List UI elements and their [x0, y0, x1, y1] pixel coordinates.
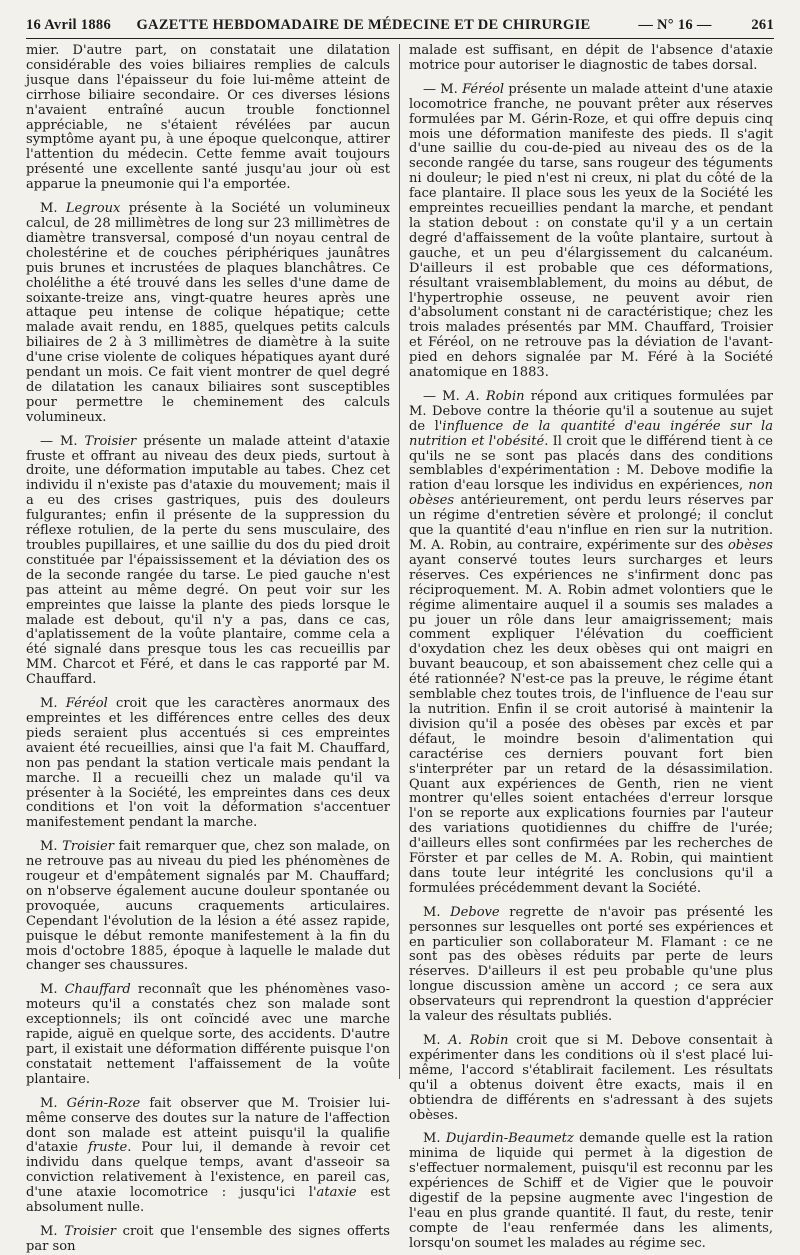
text-run: ayant conservé toutes leurs surcharges et leurs réserves. Ces expériences ne s'infirment donc pas réciproquement. M. A. Robin admet volontiers que le régime alimentaire auquel il a soumis ses malades a pu jouer un rôle dans leur amaigrissement; mais comment expliquer l'élévation du coefficient d'oxydation chez les deux obèses qui ont maigri en buvant beaucoup, et son abaissement chez celle qui a été rationnée? N'est-ce pas la preuve, le régime étant semblable chez toutes trois, de l'influence de l'eau sur la nutrition. Enfin il se croit autorisé à maintenir la division qu'il a posée des obèses par excès et par défaut, le moindre besoin d'alimentation qui caractérise ces derniers pouvant fort bien s'interpréter par un retard de la désassimilation. Quant aux expériences de Genth, rien ne vient montrer qu'elles soient entachées d'erreur lorsque l'on se reporte aux explications fournies par l'auteur des variations quotidiennes du chiffre de l'urée; d'ailleurs elles sont confirmées par les recherches de Förster et par celles de M. A. Robin, qui maintient dans toute leur intégrité les conclusions qu'il a formulées précédemment devant la Société.: [409, 552, 773, 896]
paragraph: [26, 44, 390, 193]
italic-text: Debove: [450, 904, 500, 920]
italic-text: A. Robin: [466, 388, 525, 404]
running-header: [26, 12, 774, 39]
text-run: croit que si M. Debove consentait à expérimenter dans les conditions où il s'est placé lui-même, l'accord s'établirait facilement. Les résultats qu'il a obtenus doivent être exacts, mais il en obtiendra de différents en s'adressant à des sujets obèses.: [409, 1033, 773, 1123]
text-run: présente à la Société un volumineux calcul, de 28 millimètres de long sur 23 millimètres de diamètre transversal, composé d'un noyau central de cholestérine et de couches périphériques jaunâtres puis brunes et incrustées de plaques blanchâtres. Ce cholélithe a été trouvé dans les selles d'une dame de soixante-treize ans, vingt-quatre heures après une attaque peu intense de colique hépatique; cette malade avait rendu, en 1885, quelques petits calculs biliaires de 2 à 3 millimètres de diamètre à la suite d'une crise violente de coliques hépatiques ayant duré pendant un mois. Ce fait vient montrer de quel degré de dilatation les canaux biliaires sont susceptibles pour permettre le cheminement des calculs volumineux.: [26, 201, 391, 425]
text-run: M.: [423, 904, 451, 920]
text-run: M.: [40, 839, 63, 855]
text-run: M.: [40, 982, 65, 998]
text-run: M.: [40, 696, 66, 712]
text-run: — M.: [40, 433, 85, 449]
text-run: est absolument nulle.: [26, 1185, 390, 1216]
text-run: . Pour lui, il demande à revoir cet individu dans quelque temps, avant d'asseoir sa conviction relativement à l'existence, en pareil cas, d'une ataxie locomotrice : jusqu'ici l': [26, 1140, 390, 1201]
text-run: répond aux critiques formulées par M. Debove contre la théorie qu'il a soutenue au sujet de l': [409, 388, 774, 434]
paragraph: [409, 1132, 773, 1251]
journal-title: GAZETTE HEBDOMADAIRE DE MÉDECINE ET DE CHIRURGIE: [136, 16, 591, 33]
left-column: [26, 43, 391, 1254]
paragraph: [26, 1225, 390, 1255]
italic-text: Féréol: [462, 81, 505, 97]
italic-text: Troisier: [64, 1223, 116, 1239]
paragraph: [26, 1097, 390, 1216]
text-run: M.: [40, 1095, 67, 1111]
italic-text: influence de la quantité d'eau ingérée sur la nutrition et l'obésité: [409, 418, 773, 449]
text-run: mier. D'autre part, on constatait une dilatation considérable des voies biliaires remplies de calculs jusque dans l'épaisseur du foie lui-même atteint de cirrhose biliaire secondaire. Or ces diverses lésions n'avaient entraîné aucun trouble fonctionnel appréciable, ne s'étaient révélées par aucun symptôme ayant pu, à une époque quelconque, attirer l'attention du médecin. Cette femme avait toujours présenté une excellente santé jusqu'au jour où est apparue la pneumonie qui l'a emportée.: [26, 43, 390, 193]
paragraph: [409, 44, 773, 74]
paragraph: [26, 202, 390, 426]
text-run: croit que l'ensemble des signes offerts par son: [26, 1223, 390, 1254]
text-run: fait observer que M. Troisier lui-même conserve des doutes sur la nature de l'affection dont son malade est atteint puisqu'il la qualifie d'ataxie: [26, 1095, 390, 1156]
text-run: — M.: [423, 81, 463, 97]
paragraph: [409, 390, 773, 897]
italic-text: A. Robin: [448, 1033, 509, 1048]
paragraph: [409, 83, 773, 381]
text-run: M.: [423, 1131, 446, 1147]
italic-text: Troisier: [84, 433, 137, 449]
italic-text: Legroux: [65, 201, 121, 217]
text-run: regrette de n'avoir pas présenté les personnes sur lesquelles ont porté ses expériences et en particulier son collaborateur M. Flamant : ce ne sont pas des obèses réduits par perte de leurs réserves. D'ailleurs il est peu probable qu'une plus longue discussion amène un accord ; ce sera aux observateurs qui reprendront la question d'apprécier la valeur des résultats publiés.: [409, 904, 773, 1025]
text-run: croit que les caractères anormaux des empreintes et les différences entre celles des deux pieds seraient plus accentués si ces empreintes avaient été recueillies, ainsi que l'a fait M. Chauffard, non pas pendant la station verticale mais pendant la marche. Il a recueilli chez un malade qu'il va présenter à la Société, les empreintes dans ces deux conditions et l'on voit la déformation s'accentuer manifestement pendant la marche.: [26, 696, 390, 831]
text-run: présente un malade atteint d'ataxie fruste et offrant au niveau des deux pieds, surtout à droite, une déformation imputable au tabes. Chez cet individu il n'existe pas d'ataxie du mouvement; mais il a eu des crises gastriques, puis des douleurs fulgurantes; enfin il présente de la suppression du réflexe rotulien, de la perte du sens musculaire, des troubles pupillaires, et une saillie du dos du pied droit constituée par l'épaississement et la déviation des os de la seconde rangée du tarse. Le pied gauche n'est pas atteint au même degré. On peut voir sur les empreintes que laisse la plante des pieds lorsque le malade est debout, qu'il n'y a pas, dans ce cas, d'aplatissement de la voûte plantaire, comme cela a été signalé dans presque tous les cas recueillis par MM. Charcot et Féré, et dans le cas rapporté par M. Chauffard.: [26, 433, 390, 688]
italic-text: non obèses: [409, 478, 773, 509]
paragraph: [26, 983, 390, 1087]
paragraph: [26, 840, 390, 974]
column-rule: [399, 44, 400, 1079]
italic-text: Chauffard: [64, 982, 131, 998]
text-run: demande quelle est la ration minima de liquide qui permet à la digestion de s'effectuer normalement, puisqu'il est reconnu par les expériences de Schiff et de Vigier que le pouvoir digestif de la pepsine augmente avec l'ingestion de l'eau en plus grande quantité. Il faut, du reste, tenir compte de l'eau renfermée dans les aliments, lorsqu'on soumet les malades au régime sec.: [409, 1131, 774, 1251]
text-run: malade est suffisant, en dépit de l'absence d'ataxie motrice pour autoriser le diagnostic de tabes dorsal.: [409, 43, 773, 73]
italic-text: Troisier: [62, 839, 114, 855]
text-run: . Il croit que le différend tient à ce qu'ils ne se sont pas placés dans des conditions semblables d'expérimentation : M. Debove modifie la ration d'eau lorsque les individus en expériences,: [409, 433, 773, 494]
italic-text: fruste: [88, 1140, 128, 1156]
paragraph: [409, 1034, 773, 1123]
text-run: antérieurement, ont perdu leurs réserves par un régime d'entretien sévère et prolongé; il conclut que la quantité d'eau n'influe en rien sur la nutrition. M. A. Robin, au contraire, expérimente sur des: [409, 493, 773, 553]
text-run: M.: [423, 1033, 449, 1048]
text-run: fait remarquer que, chez son malade, on ne retrouve pas au niveau du pied les phénomènes de rougeur et d'empâtement signalés par M. Chauffard; on n'observe également aucune douleur spontanée ou provoquée, aucuns craquements articulaires. Cependant l'évolution de la lésion a été assez rapide, puisque le début remonte manifestement à la fin du mois d'octobre 1885, époque à laquelle le malade dut changer ses chaussures.: [26, 839, 390, 974]
italic-text: Féréol: [65, 696, 108, 712]
page-number: 261: [751, 16, 774, 33]
text-run: présente un malade atteint d'une ataxie locomotrice franche, ne pouvant prêter aux réserves formulées par M. Gérin-Roze, et qui offre depuis cinq mois une déformation manifeste des pieds. Il s'agit d'une saillie du cou-de-pied au niveau des os de la seconde rangée du tarse, sans rougeur des téguments ni douleur; le pied n'est ni creux, ni plat du côté de la face plantaire. Il place sous les yeux de la Société les empreintes recueillies pendant la marche, et pendant la station debout : on constate qu'il y a un certain degré d'affaissement de la voûte plantaire, surtout à gauche, et un peu d'élargissement du calcanéum. D'ailleurs il est probable que ces déformations, résultant vraisemblablement, du moins au début, de l'hypertrophie osseuse, ne peuvent avoir rien d'absolument constant ni de caractéristique; chez les trois malades présentés par MM. Chauffard, Troisier et Féréol, on ne retrouve pas la déviation de l'avant-pied en dehors signalée par M. Féré à la Société anatomique en 1883.: [409, 81, 773, 381]
text-run: reconnaît que les phénomènes vaso-moteurs qu'il a constatés chez son malade sont exceptionnels; ils ont coïncidé avec une marche rapide, aiguë en quelque sorte, des accidents. D'autre part, il existait une déformation différente puisque l'on constatait nettement l'affaissement de la voûte plantaire.: [26, 982, 390, 1087]
italic-text: Dujardin-Beaumetz: [445, 1131, 574, 1147]
text-run: M.: [40, 1223, 65, 1239]
issue-number: — N° 16 —: [638, 16, 712, 33]
italic-text: ataxie: [316, 1185, 357, 1201]
right-column: [409, 43, 774, 1251]
text-columns: [26, 43, 774, 1254]
text-run: M.: [40, 201, 66, 217]
italic-text: Gérin-Roze: [66, 1095, 141, 1111]
text-run: — M.: [423, 388, 467, 404]
italic-text: obèses: [727, 538, 773, 553]
paragraph: [409, 906, 773, 1025]
paragraph: [26, 435, 390, 688]
paragraph: [26, 697, 390, 831]
header-date: 16 Avril 1886: [26, 16, 111, 33]
